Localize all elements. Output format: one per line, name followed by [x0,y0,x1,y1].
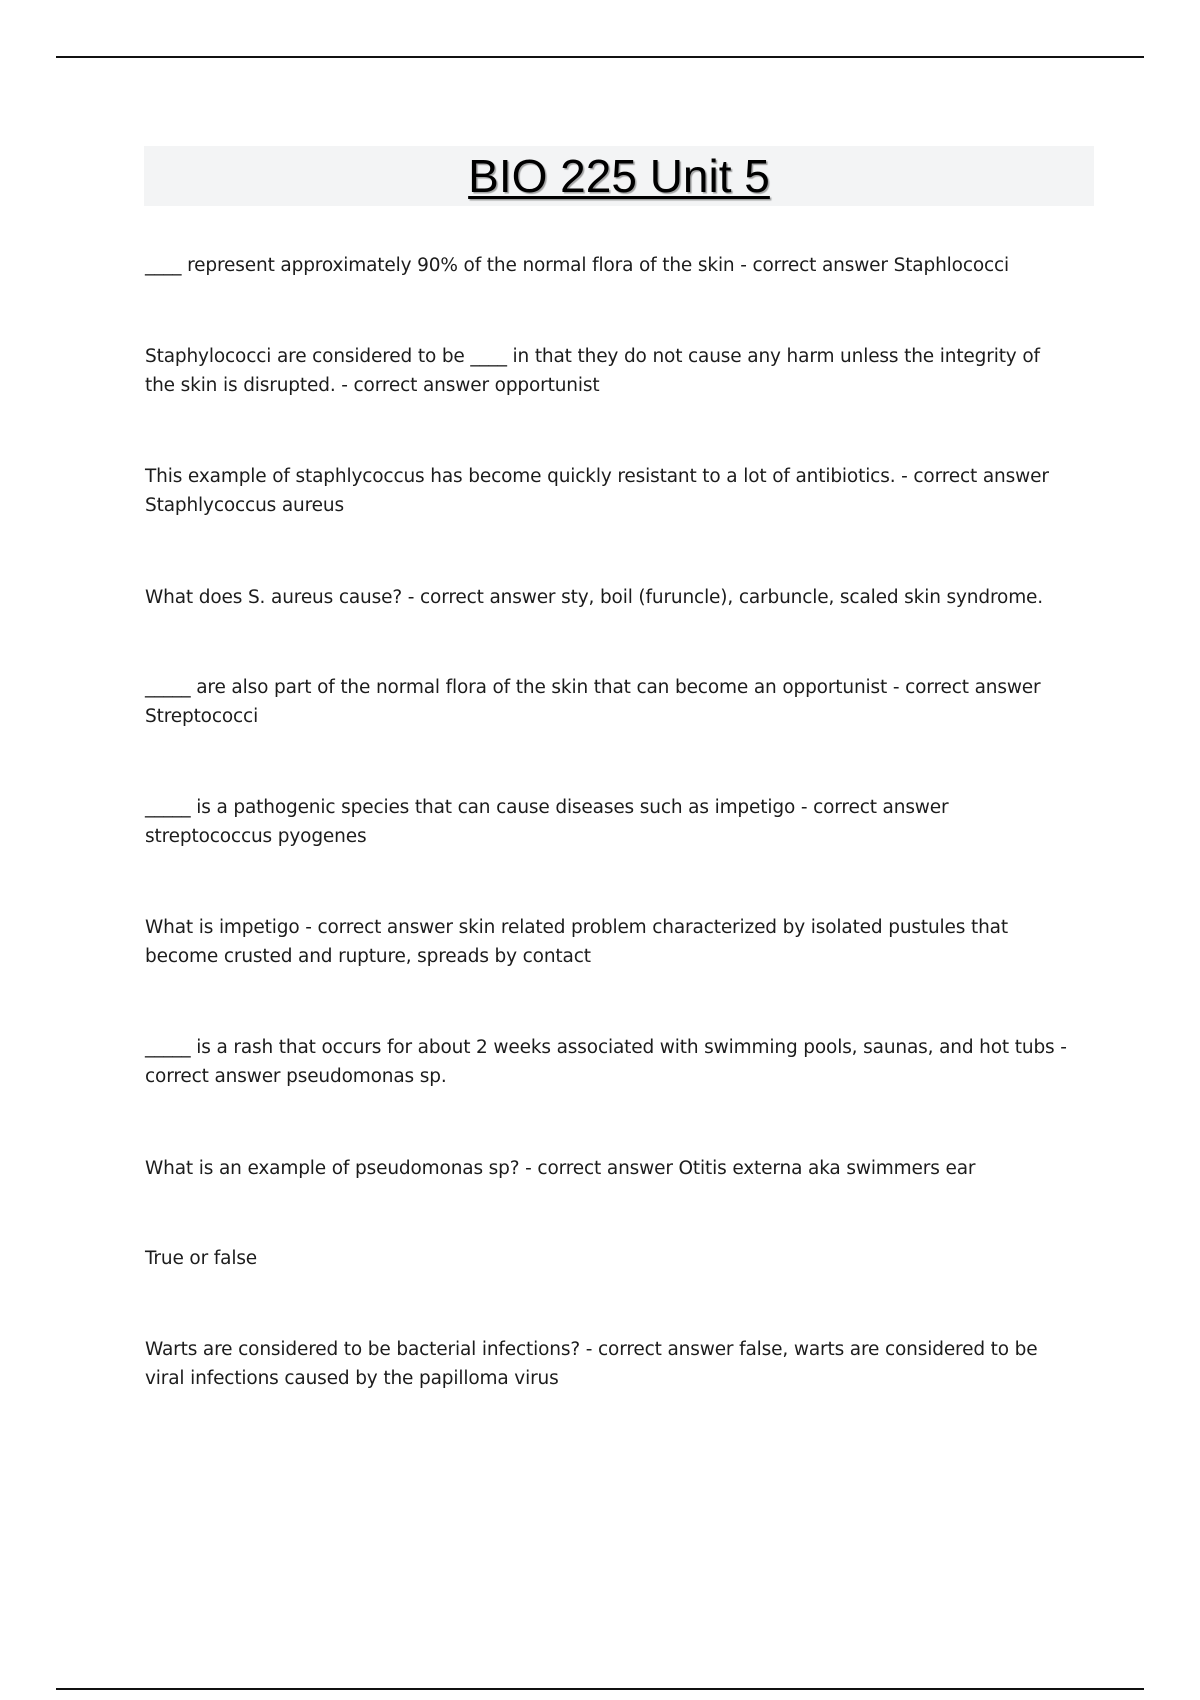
qa-entry: ____ represent approximately 90% of the normal flora of the skin - correct answer Staphlococci [145,255,1010,276]
qa-entry: _____ are also part of the normal flora of the skin that can become an opportunist - correct answer Streptococci [145,677,1041,727]
qa-entry: True or false [145,1248,258,1269]
qa-entry: Warts are considered to be bacterial infections? - correct answer false, warts are considered to be viral infections caused by the papilloma virus [145,1339,1038,1389]
qa-entry: _____ is a pathogenic species that can cause diseases such as impetigo - correct answer streptococcus pyogenes [145,797,949,847]
header-rule [56,56,1144,58]
qa-entry: Staphylococci are considered to be ____ in that they do not cause any harm unless the integrity of the skin is disrupted. - correct answer opportunist [145,346,1040,396]
title-banner [144,146,1094,206]
document-title: BIO 225 Unit 5 [468,150,770,202]
footer-rule [56,1688,1144,1690]
qa-entry: What is impetigo - correct answer skin related problem characterized by isolated pustules that become crusted and rupture, spreads by contact [145,917,1008,967]
qa-entry: _____ is a rash that occurs for about 2 weeks associated with swimming pools, saunas, and hot tubs - correct answer pseudomonas sp. [145,1037,1067,1087]
qa-entry: What is an example of pseudomonas sp? - correct answer Otitis externa aka swimmers ear [145,1158,976,1179]
qa-entry: This example of staphlycoccus has become quickly resistant to a lot of antibiotics. - correct answer Staphlycoccus aureus [145,466,1049,516]
qa-entry: What does S. aureus cause? - correct answer sty, boil (furuncle), carbuncle, scaled skin syndrome. [145,587,1044,608]
